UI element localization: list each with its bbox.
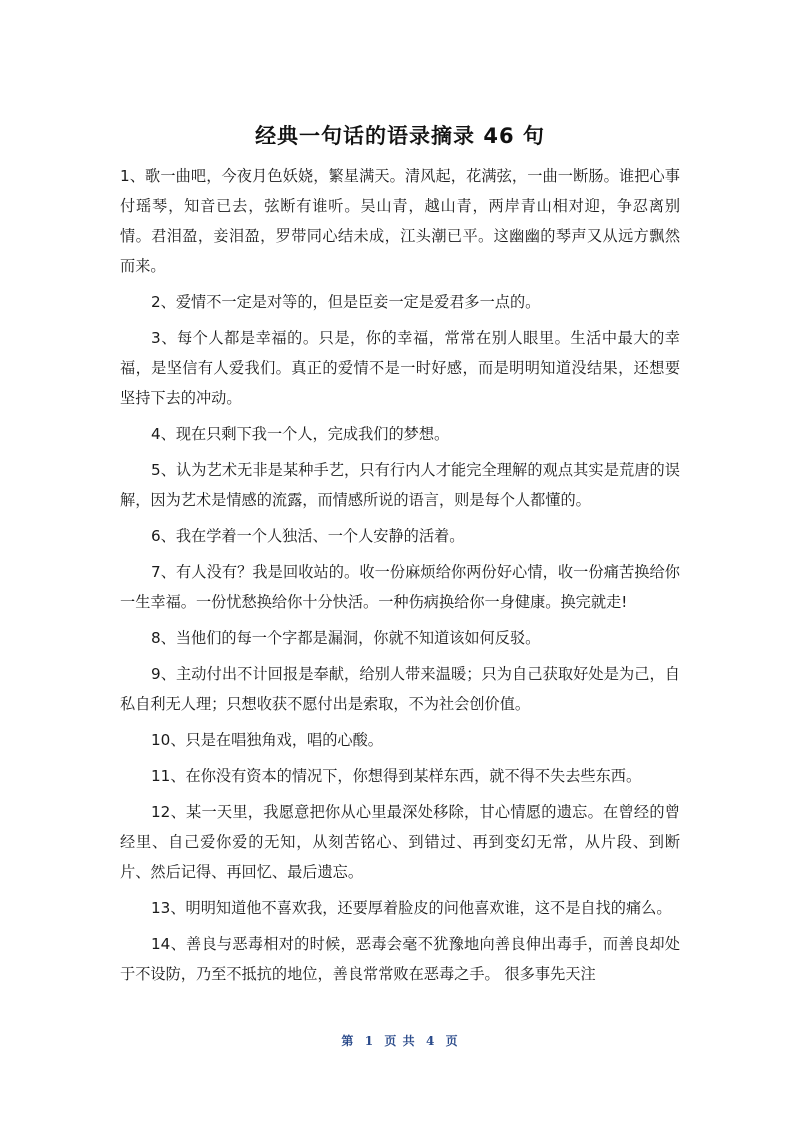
document-title: 经典一句话的语录摘录 46 句 xyxy=(255,124,545,148)
page-number-footer: 第 1 页 共 4 页 xyxy=(341,1034,459,1048)
paragraph: 8、当他们的每一个字都是漏洞，你就不知道该如何反驳。 xyxy=(151,629,541,647)
document-body xyxy=(120,161,680,995)
paragraph: 9、主动付出不计回报是奉献，给别人带来温暖；只为自己获取好处是为己，自私自利无人理；只想收获不愿付出是索取，不为社会创价值。 xyxy=(120,665,680,713)
paragraph: 13、明明知道他不喜欢我，还要厚着脸皮的问他喜欢谁，这不是自找的痛么。 xyxy=(151,899,672,917)
paragraph: 10、只是在唱独角戏，唱的心酸。 xyxy=(151,731,383,749)
paragraph: 14、善良与恶毒相对的时候，恶毒会毫不犹豫地向善良伸出毒手，而善良却处于不设防，乃至不抵抗的地位，善良常常败在恶毒之手。 很多事先天注 xyxy=(120,935,680,983)
paragraph: 12、某一天里，我愿意把你从心里最深处移除，甘心情愿的遗忘。在曾经的曾经里、自己爱你爱的无知，从刻苦铭心、到错过、再到变幻无常，从片段、到断片、然后记得、再回忆、最后遗忘。 xyxy=(120,803,680,881)
paragraph: 4、现在只剩下我一个人，完成我们的梦想。 xyxy=(151,425,450,443)
paragraph: 5、认为艺术无非是某种手艺，只有行内人才能完全理解的观点其实是荒唐的误解，因为艺术是情感的流露，而情感所说的语言，则是每个人都懂的。 xyxy=(120,461,680,509)
paragraph: 7、有人没有？我是回收站的。收一份麻烦给你两份好心情，收一份痛苦换给你一生幸福。一份忧愁换给你十分快活。一种伤病换给你一身健康。换完就走! xyxy=(120,563,680,611)
paragraph: 1、歌一曲吧，今夜月色妖娆，繁星满天。清风起，花满弦，一曲一断肠。谁把心事付瑶琴，知音已去，弦断有谁听。吴山青，越山青，两岸青山相对迎，争忍离别情。君泪盈，妾泪盈，罗带同心结未成，江头潮已平。这幽幽的琴声又从远方飘然而来。 xyxy=(120,167,680,275)
paragraph: 2、爱情不一定是对等的，但是臣妾一定是爱君多一点的。 xyxy=(151,293,541,311)
paragraph: 6、我在学着一个人独活、一个人安静的活着。 xyxy=(151,527,465,545)
paragraph: 11、在你没有资本的情况下，你想得到某样东西，就不得不失去些东西。 xyxy=(151,767,642,785)
paragraph: 3、每个人都是幸福的。只是，你的幸福，常常在别人眼里。生活中最大的幸福，是坚信有人爱我们。真正的爱情不是一时好感，而是明明知道没结果，还想要坚持下去的冲动。 xyxy=(120,329,680,407)
